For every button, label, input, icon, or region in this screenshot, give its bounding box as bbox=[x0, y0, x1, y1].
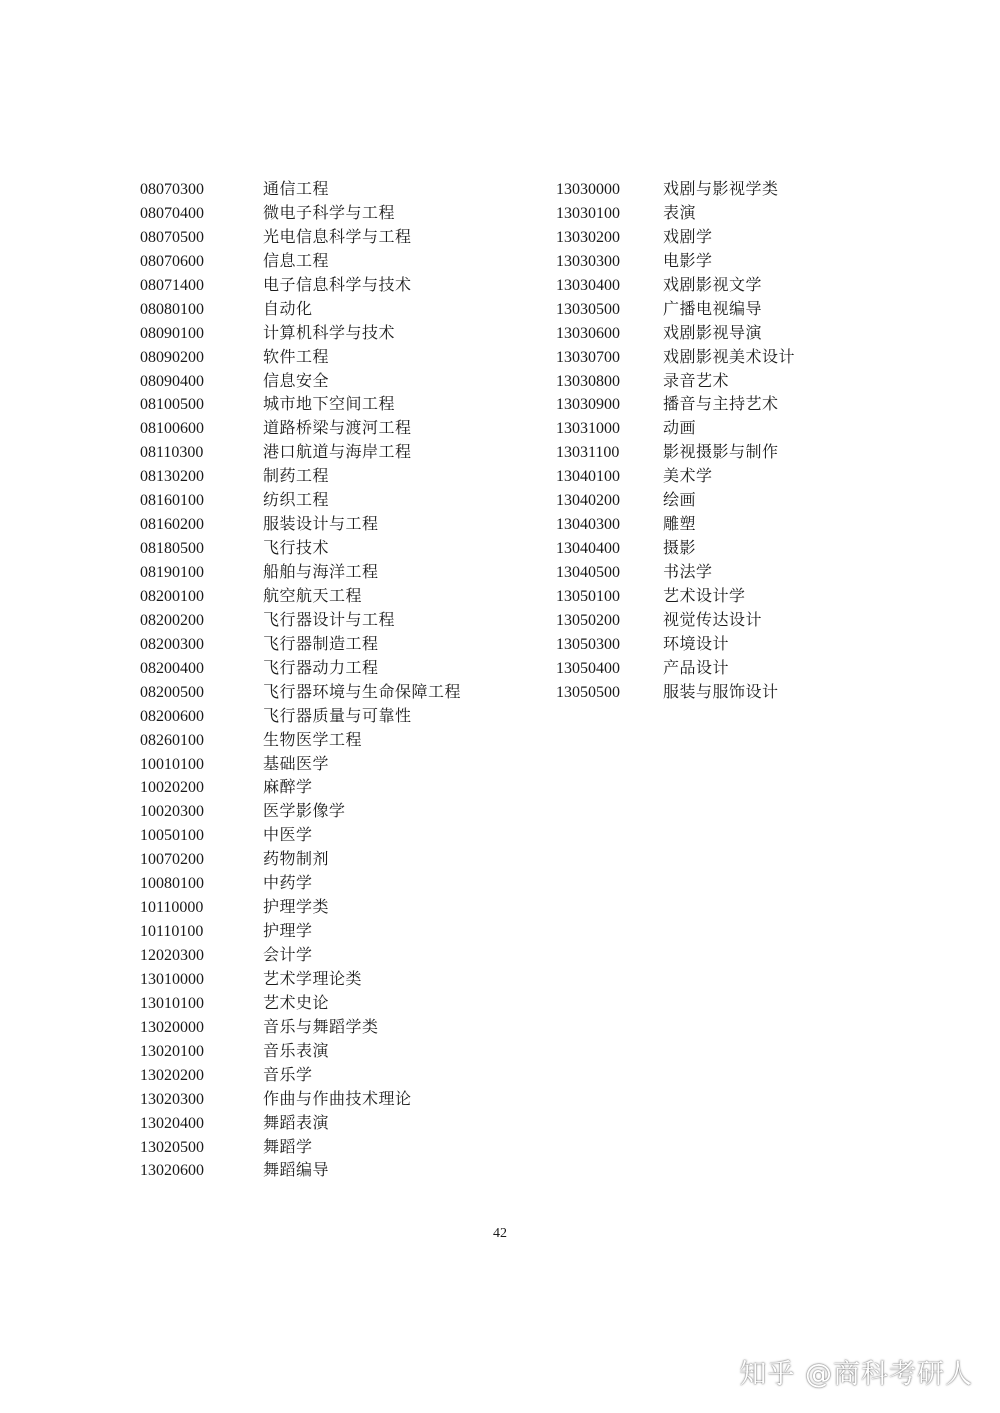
major-row bbox=[556, 512, 795, 536]
major-name: 药物制剂 bbox=[263, 849, 330, 869]
major-name: 飞行器动力工程 bbox=[263, 657, 379, 677]
major-name: 飞行器质量与可靠性 bbox=[263, 705, 412, 725]
major-name: 音乐学 bbox=[263, 1064, 313, 1084]
major-name: 舞蹈学 bbox=[263, 1136, 313, 1156]
major-code: 08180500 bbox=[140, 540, 204, 558]
major-code: 13030100 bbox=[556, 204, 620, 222]
major-name: 信息安全 bbox=[263, 370, 330, 390]
major-name: 会计学 bbox=[263, 945, 313, 964]
major-row bbox=[140, 775, 461, 799]
major-code: 12020300 bbox=[140, 947, 204, 964]
major-code: 13020600 bbox=[140, 1162, 204, 1180]
major-code: 13020300 bbox=[140, 1090, 204, 1108]
major-code: 08190100 bbox=[140, 564, 204, 581]
major-code: 10050100 bbox=[140, 827, 204, 845]
major-code: 08071400 bbox=[140, 276, 204, 294]
major-row bbox=[140, 1039, 461, 1063]
major-row bbox=[140, 512, 461, 536]
major-row bbox=[556, 536, 795, 560]
major-name: 服装设计与工程 bbox=[263, 514, 379, 534]
major-code: 13050200 bbox=[556, 611, 620, 629]
major-name: 电子信息科学与技术 bbox=[263, 274, 412, 294]
major-name: 道路桥梁与渡河工程 bbox=[263, 418, 412, 438]
major-code: 08200200 bbox=[140, 611, 204, 629]
major-row bbox=[140, 201, 461, 225]
major-row bbox=[140, 392, 461, 416]
major-name: 服装与服饰设计 bbox=[663, 681, 779, 701]
major-code: 13020000 bbox=[140, 1018, 204, 1036]
major-row bbox=[140, 1015, 461, 1039]
major-code: 13030000 bbox=[556, 181, 620, 198]
major-row bbox=[140, 823, 461, 847]
major-code: 13030700 bbox=[556, 348, 620, 366]
major-code: 08100500 bbox=[140, 396, 204, 414]
major-row bbox=[140, 895, 461, 919]
major-name: 绘画 bbox=[663, 490, 697, 510]
major-name: 广播电视编导 bbox=[663, 298, 763, 318]
major-code: 10010100 bbox=[140, 755, 204, 773]
major-name: 飞行技术 bbox=[263, 538, 330, 558]
major-code: 08070500 bbox=[140, 228, 204, 246]
major-code: 13030600 bbox=[556, 324, 620, 342]
major-code: 08200400 bbox=[140, 659, 204, 677]
major-code: 13020500 bbox=[140, 1138, 204, 1156]
major-row bbox=[140, 847, 461, 871]
major-name: 戏剧影视导演 bbox=[663, 322, 763, 342]
major-name: 护理学类 bbox=[263, 897, 330, 917]
major-name: 摄影 bbox=[663, 538, 697, 558]
major-row bbox=[556, 369, 795, 393]
major-code: 13050500 bbox=[556, 683, 620, 701]
major-name: 音乐表演 bbox=[263, 1040, 330, 1060]
major-name: 基础医学 bbox=[263, 753, 330, 773]
major-name: 录音艺术 bbox=[663, 370, 730, 390]
major-row bbox=[140, 440, 461, 464]
major-code: 08200500 bbox=[140, 683, 204, 701]
major-name: 视觉传达设计 bbox=[663, 609, 763, 629]
major-name: 飞行器设计与工程 bbox=[263, 609, 396, 629]
major-code: 13050400 bbox=[556, 659, 620, 677]
major-row bbox=[140, 991, 461, 1015]
major-row bbox=[140, 584, 461, 608]
major-code: 13040500 bbox=[556, 564, 620, 581]
major-list-left bbox=[140, 177, 461, 1182]
major-name: 舞蹈编导 bbox=[263, 1160, 330, 1180]
major-name: 书法学 bbox=[663, 562, 713, 581]
major-name: 航空航天工程 bbox=[263, 585, 363, 605]
major-name: 影视摄影与制作 bbox=[663, 442, 779, 462]
major-row bbox=[140, 680, 461, 704]
major-code: 13040200 bbox=[556, 492, 620, 510]
major-name: 舞蹈表演 bbox=[263, 1112, 330, 1132]
major-name: 艺术学理论类 bbox=[263, 968, 363, 988]
major-row bbox=[140, 225, 461, 249]
major-row bbox=[140, 632, 461, 656]
major-name: 船舶与海洋工程 bbox=[263, 562, 379, 581]
major-code: 13030400 bbox=[556, 276, 620, 294]
major-name: 城市地下空间工程 bbox=[263, 394, 396, 414]
major-name: 中医学 bbox=[263, 825, 313, 845]
major-row bbox=[140, 728, 461, 752]
major-row bbox=[140, 608, 461, 632]
major-code: 08200600 bbox=[140, 707, 204, 725]
major-code: 10110000 bbox=[140, 899, 204, 917]
major-code: 13040300 bbox=[556, 516, 620, 534]
major-name: 飞行器制造工程 bbox=[263, 633, 379, 653]
major-code: 13030800 bbox=[556, 372, 620, 390]
major-name: 通信工程 bbox=[263, 179, 330, 198]
major-name: 电影学 bbox=[663, 250, 713, 270]
major-row bbox=[140, 967, 461, 991]
major-code: 13040100 bbox=[556, 468, 620, 486]
major-row bbox=[556, 440, 795, 464]
page-number: 42 bbox=[493, 1226, 507, 1241]
major-row bbox=[556, 297, 795, 321]
major-code: 13020100 bbox=[140, 1042, 204, 1060]
major-name: 艺术设计学 bbox=[663, 585, 746, 605]
major-name: 微电子科学与工程 bbox=[263, 202, 396, 222]
major-code: 08200300 bbox=[140, 635, 204, 653]
major-code: 08070300 bbox=[140, 181, 204, 198]
major-code: 13020400 bbox=[140, 1114, 204, 1132]
major-row bbox=[140, 560, 461, 584]
major-name: 软件工程 bbox=[263, 346, 330, 366]
major-row bbox=[556, 392, 795, 416]
major-row bbox=[140, 536, 461, 560]
major-row bbox=[556, 345, 795, 369]
major-name: 播音与主持艺术 bbox=[663, 394, 779, 414]
major-code: 08110300 bbox=[140, 444, 204, 462]
major-code: 13030300 bbox=[556, 252, 620, 270]
major-code: 10070200 bbox=[140, 851, 204, 869]
major-name: 作曲与作曲技术理论 bbox=[263, 1088, 412, 1108]
major-row bbox=[556, 656, 795, 680]
major-row bbox=[140, 297, 461, 321]
major-code: 10020300 bbox=[140, 803, 204, 821]
major-code: 13020200 bbox=[140, 1066, 204, 1084]
major-name: 自动化 bbox=[263, 298, 313, 318]
major-row bbox=[556, 608, 795, 632]
major-code: 08070600 bbox=[140, 252, 204, 270]
major-code: 08090200 bbox=[140, 348, 204, 366]
major-row bbox=[556, 201, 795, 225]
major-row bbox=[140, 416, 461, 440]
major-name: 美术学 bbox=[663, 466, 713, 486]
major-code: 13030500 bbox=[556, 300, 620, 318]
major-name: 雕塑 bbox=[663, 514, 697, 534]
major-name: 艺术史论 bbox=[263, 992, 330, 1012]
major-code: 13050300 bbox=[556, 635, 620, 653]
major-code: 08100600 bbox=[140, 420, 204, 438]
major-code: 13040400 bbox=[556, 540, 620, 558]
major-row bbox=[556, 177, 795, 201]
major-code: 10110100 bbox=[140, 923, 204, 941]
major-name: 表演 bbox=[663, 202, 697, 222]
major-code: 13010000 bbox=[140, 970, 204, 988]
major-row bbox=[140, 1063, 461, 1087]
major-row bbox=[140, 177, 461, 201]
major-row bbox=[140, 345, 461, 369]
major-row bbox=[556, 249, 795, 273]
major-name: 飞行器环境与生命保障工程 bbox=[263, 681, 462, 701]
major-code: 13030200 bbox=[556, 228, 620, 246]
major-row bbox=[140, 704, 461, 728]
major-name: 制药工程 bbox=[263, 466, 330, 486]
major-code: 08080100 bbox=[140, 300, 204, 318]
major-name: 戏剧影视美术设计 bbox=[663, 346, 796, 366]
major-name: 生物医学工程 bbox=[263, 729, 363, 749]
major-name: 戏剧学 bbox=[663, 226, 713, 246]
major-row bbox=[556, 464, 795, 488]
major-name: 信息工程 bbox=[263, 250, 330, 270]
major-code: 08160200 bbox=[140, 516, 204, 534]
major-row bbox=[556, 321, 795, 345]
major-row bbox=[140, 369, 461, 393]
major-row bbox=[140, 871, 461, 895]
major-name: 中药学 bbox=[263, 873, 313, 893]
major-code: 13031000 bbox=[556, 420, 620, 438]
major-row bbox=[140, 249, 461, 273]
major-row bbox=[556, 560, 795, 584]
major-row bbox=[140, 321, 461, 345]
major-name: 戏剧与影视学类 bbox=[663, 179, 779, 198]
major-row bbox=[140, 799, 461, 823]
major-code: 13031100 bbox=[556, 444, 620, 462]
major-name: 港口航道与海岸工程 bbox=[263, 442, 412, 462]
major-name: 环境设计 bbox=[663, 633, 730, 653]
major-row bbox=[140, 1111, 461, 1135]
major-row bbox=[140, 943, 461, 967]
major-code: 13030900 bbox=[556, 396, 620, 414]
major-code: 08260100 bbox=[140, 731, 204, 749]
major-row bbox=[556, 632, 795, 656]
major-row bbox=[140, 919, 461, 943]
major-row bbox=[556, 225, 795, 249]
major-name: 计算机科学与技术 bbox=[263, 322, 396, 342]
major-code: 08090400 bbox=[140, 372, 204, 390]
major-row bbox=[556, 273, 795, 297]
major-code: 13010100 bbox=[140, 994, 204, 1012]
major-list-right bbox=[556, 177, 795, 704]
major-code: 08090100 bbox=[140, 324, 204, 342]
major-name: 纺织工程 bbox=[263, 490, 330, 510]
major-name: 产品设计 bbox=[663, 657, 730, 677]
major-code: 10020200 bbox=[140, 779, 204, 797]
watermark: 知乎 @商科考研人 bbox=[739, 1359, 973, 1390]
major-code: 08070400 bbox=[140, 204, 204, 222]
major-row bbox=[140, 464, 461, 488]
major-code: 08160100 bbox=[140, 492, 204, 510]
major-name: 音乐与舞蹈学类 bbox=[263, 1016, 379, 1036]
major-code: 13050100 bbox=[556, 587, 620, 605]
major-row bbox=[140, 752, 461, 776]
major-name: 光电信息科学与工程 bbox=[263, 226, 412, 246]
major-row bbox=[140, 1087, 461, 1111]
major-name: 医学影像学 bbox=[263, 801, 346, 821]
major-row bbox=[140, 273, 461, 297]
major-code: 08200100 bbox=[140, 587, 204, 605]
major-row bbox=[556, 680, 795, 704]
major-name: 戏剧影视文学 bbox=[663, 274, 763, 294]
major-row bbox=[140, 656, 461, 680]
major-name: 动画 bbox=[663, 418, 697, 438]
major-code: 08130200 bbox=[140, 468, 204, 486]
major-row bbox=[140, 1135, 461, 1159]
major-name: 麻醉学 bbox=[263, 777, 313, 797]
major-row bbox=[556, 584, 795, 608]
major-name: 护理学 bbox=[263, 921, 313, 941]
major-row bbox=[140, 1158, 461, 1182]
major-row bbox=[556, 488, 795, 512]
major-row bbox=[556, 416, 795, 440]
major-row bbox=[140, 488, 461, 512]
major-code: 10080100 bbox=[140, 875, 204, 893]
